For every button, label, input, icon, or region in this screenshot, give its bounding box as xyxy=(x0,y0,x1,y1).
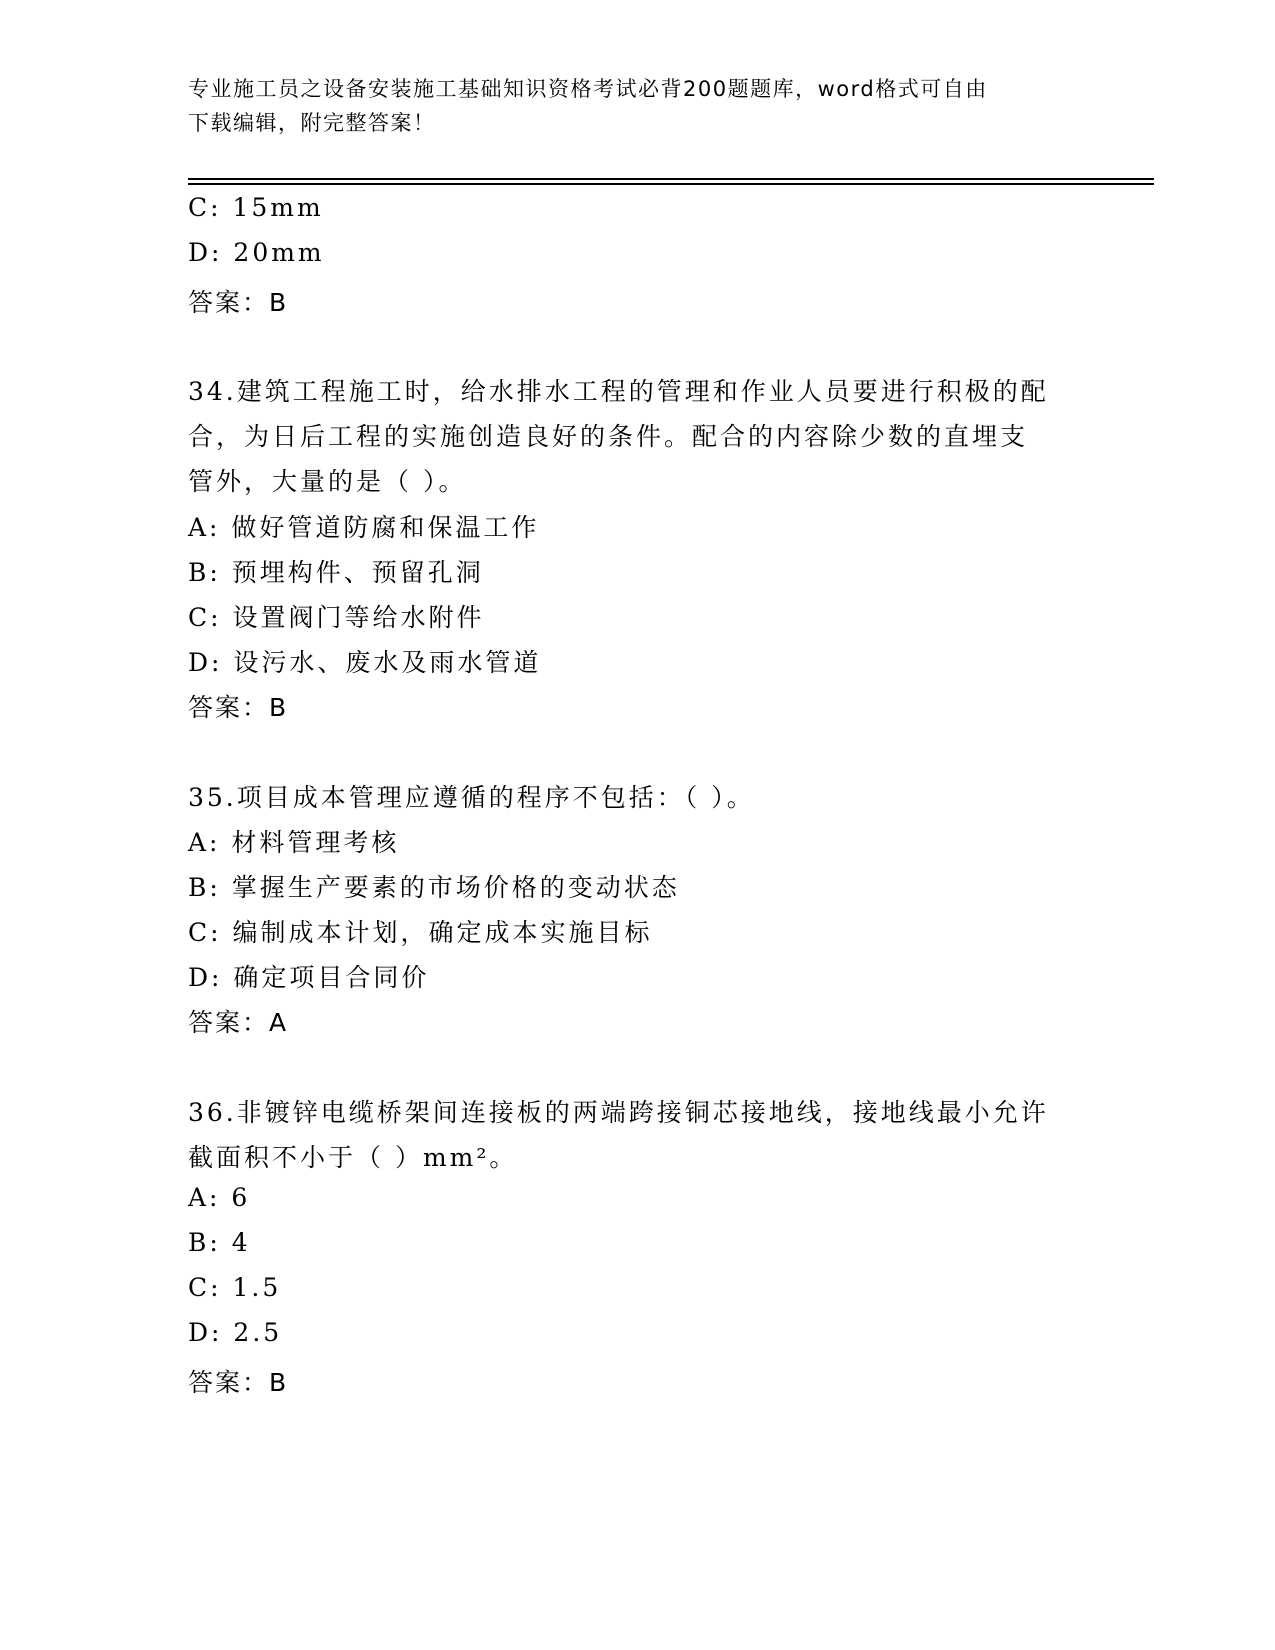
q34-stem-line-2: 合，为日后工程的实施创造良好的条件。配合的内容除少数的直埋支 xyxy=(188,422,1029,451)
header-divider-bottom xyxy=(188,183,1154,185)
q35-option-d: D: 确定项目合同价 xyxy=(188,963,430,992)
document-header xyxy=(188,72,1088,140)
q33-option-c: C: 15mm xyxy=(188,193,324,222)
q36-option-a: A: 6 xyxy=(188,1183,251,1212)
q36-answer: 答案：B xyxy=(188,1368,289,1397)
header-line-1: 专业施工员之设备安装施工基础知识资格考试必背200题题库，word格式可自由 xyxy=(188,77,988,101)
q34-answer: 答案：B xyxy=(188,693,289,722)
q34-option-a: A: 做好管道防腐和保温工作 xyxy=(188,513,540,542)
q35-option-b: B: 掌握生产要素的市场价格的变动状态 xyxy=(188,873,680,902)
q35-option-a: A: 材料管理考核 xyxy=(188,828,400,857)
q34-option-b: B: 预埋构件、预留孔洞 xyxy=(188,558,484,587)
header-line-2: 下载编辑，附完整答案！ xyxy=(188,111,436,135)
q36-stem-line-1: 36.非镀锌电缆桥架间连接板的两端跨接铜芯接地线，接地线最小允许 xyxy=(188,1098,1049,1127)
q36-stem-line-2: 截面积不小于（ ）mm²。 xyxy=(188,1143,518,1172)
q34-option-d: D: 设污水、废水及雨水管道 xyxy=(188,648,542,677)
q35-option-c: C: 编制成本计划，确定成本实施目标 xyxy=(188,918,653,947)
q34-option-c: C: 设置阀门等给水附件 xyxy=(188,603,485,632)
q33-option-d: D: 20mm xyxy=(188,238,325,267)
q35-answer: 答案：A xyxy=(188,1008,289,1037)
header-divider-top xyxy=(188,178,1154,180)
q36-option-d: D: 2.5 xyxy=(188,1318,283,1347)
q35-stem-line-1: 35.项目成本管理应遵循的程序不包括：（ ）。 xyxy=(188,783,755,812)
q34-stem-line-1: 34.建筑工程施工时，给水排水工程的管理和作业人员要进行积极的配 xyxy=(188,377,1049,406)
q36-option-c: C: 1.5 xyxy=(188,1273,282,1302)
q33-answer: 答案：B xyxy=(188,288,289,317)
q36-option-b: B: 4 xyxy=(188,1228,251,1257)
q34-stem-line-3: 管外，大量的是（ ）。 xyxy=(188,467,467,496)
